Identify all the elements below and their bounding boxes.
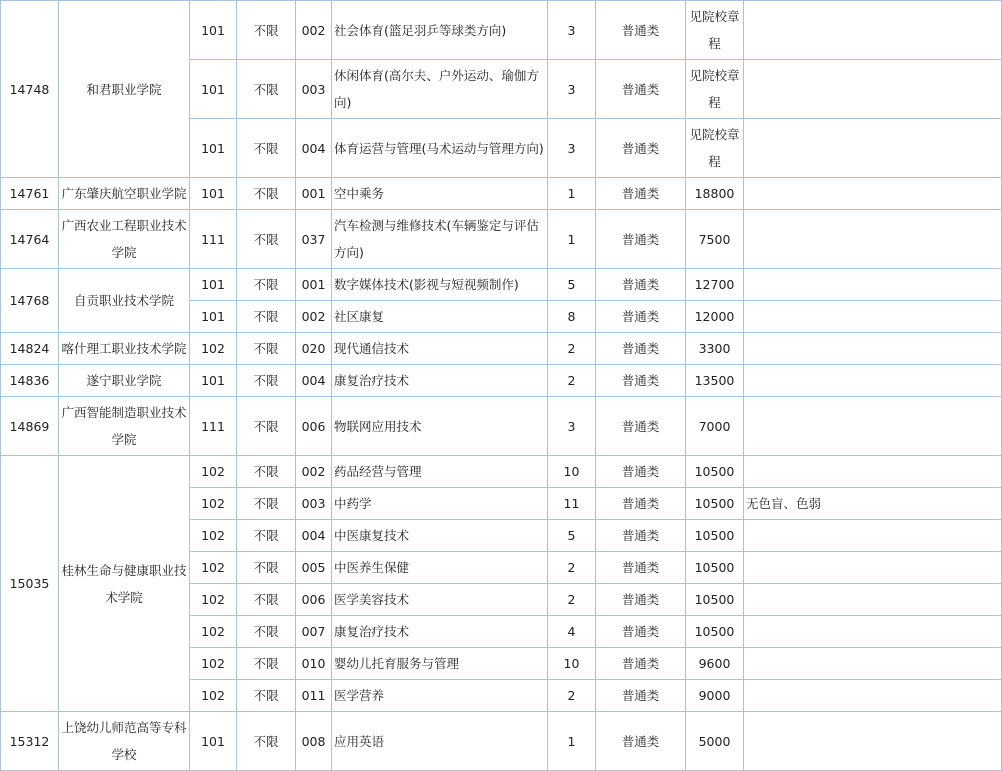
table-row: [1, 397, 1002, 456]
batch-code-cell: 102: [190, 552, 237, 584]
major-name-cell: 数字媒体技术(影视与短视频制作): [332, 269, 548, 301]
remark-cell: [744, 333, 1002, 365]
table-row: [1, 1, 1002, 60]
batch-code-cell: 101: [190, 712, 237, 771]
subject-requirement-cell: 不限: [237, 712, 296, 771]
tuition-cell: 5000: [686, 712, 744, 771]
remark-cell: [744, 210, 1002, 269]
table-row: [1, 365, 1002, 397]
major-code-cell: 004: [296, 119, 332, 178]
remark-cell: 无色盲、色弱: [744, 488, 1002, 520]
batch-code-cell: 102: [190, 680, 237, 712]
batch-code-cell: 101: [190, 60, 237, 119]
major-name-cell: 空中乘务: [332, 178, 548, 210]
major-code-cell: 005: [296, 552, 332, 584]
category-cell: 普通类: [596, 584, 686, 616]
school-name-cell: 喀什理工职业技术学院: [59, 333, 190, 365]
batch-code-cell: 101: [190, 1, 237, 60]
subject-requirement-cell: 不限: [237, 365, 296, 397]
major-name-cell: 休闲体育(高尔夫、户外运动、瑜伽方向): [332, 60, 548, 119]
batch-code-cell: 101: [190, 301, 237, 333]
category-cell: 普通类: [596, 119, 686, 178]
major-name-cell: 汽车检测与维修技术(车辆鉴定与评估方向): [332, 210, 548, 269]
category-cell: 普通类: [596, 210, 686, 269]
batch-code-cell: 102: [190, 648, 237, 680]
plan-count-cell: 10: [548, 648, 596, 680]
major-name-cell: 康复治疗技术: [332, 365, 548, 397]
major-code-cell: 004: [296, 520, 332, 552]
subject-requirement-cell: 不限: [237, 60, 296, 119]
major-name-cell: 药品经营与管理: [332, 456, 548, 488]
category-cell: 普通类: [596, 60, 686, 119]
major-name-cell: 现代通信技术: [332, 333, 548, 365]
tuition-cell: 10500: [686, 552, 744, 584]
remark-cell: [744, 301, 1002, 333]
remark-cell: [744, 616, 1002, 648]
school-code-cell: 14824: [1, 333, 59, 365]
major-code-cell: 006: [296, 397, 332, 456]
plan-count-cell: 11: [548, 488, 596, 520]
major-name-cell: 社会体育(篮足羽乒等球类方向): [332, 1, 548, 60]
category-cell: 普通类: [596, 648, 686, 680]
plan-count-cell: 5: [548, 520, 596, 552]
major-name-cell: 中医康复技术: [332, 520, 548, 552]
subject-requirement-cell: 不限: [237, 648, 296, 680]
category-cell: 普通类: [596, 552, 686, 584]
category-cell: 普通类: [596, 488, 686, 520]
school-name-cell: 广东肇庆航空职业学院: [59, 178, 190, 210]
major-name-cell: 中药学: [332, 488, 548, 520]
major-code-cell: 037: [296, 210, 332, 269]
subject-requirement-cell: 不限: [237, 119, 296, 178]
plan-count-cell: 2: [548, 552, 596, 584]
tuition-cell: 10500: [686, 616, 744, 648]
school-code-cell: 14869: [1, 397, 59, 456]
major-code-cell: 002: [296, 456, 332, 488]
major-code-cell: 003: [296, 488, 332, 520]
school-name-cell: 广西智能制造职业技术学院: [59, 397, 190, 456]
school-name-cell: 上饶幼儿师范高等专科学校: [59, 712, 190, 771]
school-code-cell: 14761: [1, 178, 59, 210]
subject-requirement-cell: 不限: [237, 520, 296, 552]
school-name-cell: 桂林生命与健康职业技术学院: [59, 456, 190, 712]
plan-count-cell: 3: [548, 119, 596, 178]
batch-code-cell: 101: [190, 365, 237, 397]
subject-requirement-cell: 不限: [237, 680, 296, 712]
major-code-cell: 010: [296, 648, 332, 680]
category-cell: 普通类: [596, 456, 686, 488]
school-name-cell: 自贡职业技术学院: [59, 269, 190, 333]
plan-count-cell: 8: [548, 301, 596, 333]
plan-count-cell: 10: [548, 456, 596, 488]
remark-cell: [744, 119, 1002, 178]
major-name-cell: 康复治疗技术: [332, 616, 548, 648]
subject-requirement-cell: 不限: [237, 616, 296, 648]
major-code-cell: 006: [296, 584, 332, 616]
category-cell: 普通类: [596, 333, 686, 365]
batch-code-cell: 101: [190, 119, 237, 178]
major-code-cell: 004: [296, 365, 332, 397]
tuition-cell: 12000: [686, 301, 744, 333]
major-code-cell: 011: [296, 680, 332, 712]
remark-cell: [744, 520, 1002, 552]
batch-code-cell: 101: [190, 269, 237, 301]
table-row: [1, 333, 1002, 365]
plan-count-cell: 1: [548, 210, 596, 269]
tuition-cell: 9600: [686, 648, 744, 680]
plan-count-cell: 4: [548, 616, 596, 648]
major-code-cell: 002: [296, 1, 332, 60]
school-code-cell: 15035: [1, 456, 59, 712]
remark-cell: [744, 269, 1002, 301]
plan-count-cell: 3: [548, 397, 596, 456]
plan-count-cell: 2: [548, 333, 596, 365]
school-code-cell: 14764: [1, 210, 59, 269]
batch-code-cell: 102: [190, 584, 237, 616]
batch-code-cell: 102: [190, 456, 237, 488]
category-cell: 普通类: [596, 712, 686, 771]
subject-requirement-cell: 不限: [237, 456, 296, 488]
tuition-cell: 18800: [686, 178, 744, 210]
subject-requirement-cell: 不限: [237, 552, 296, 584]
plan-count-cell: 1: [548, 712, 596, 771]
school-name-cell: 和君职业学院: [59, 1, 190, 178]
tuition-cell: 7500: [686, 210, 744, 269]
major-name-cell: 医学营养: [332, 680, 548, 712]
plan-count-cell: 3: [548, 60, 596, 119]
batch-code-cell: 101: [190, 178, 237, 210]
subject-requirement-cell: 不限: [237, 1, 296, 60]
major-code-cell: 002: [296, 301, 332, 333]
plan-count-cell: 2: [548, 365, 596, 397]
batch-code-cell: 111: [190, 397, 237, 456]
major-name-cell: 体育运营与管理(马术运动与管理方向): [332, 119, 548, 178]
table-body: [1, 1, 1002, 771]
table-row: [1, 210, 1002, 269]
category-cell: 普通类: [596, 616, 686, 648]
remark-cell: [744, 1, 1002, 60]
batch-code-cell: 102: [190, 488, 237, 520]
school-code-cell: 15312: [1, 712, 59, 771]
category-cell: 普通类: [596, 1, 686, 60]
plan-count-cell: 2: [548, 680, 596, 712]
major-code-cell: 008: [296, 712, 332, 771]
tuition-cell: 13500: [686, 365, 744, 397]
major-name-cell: 婴幼儿托育服务与管理: [332, 648, 548, 680]
major-name-cell: 医学美容技术: [332, 584, 548, 616]
remark-cell: [744, 456, 1002, 488]
major-name-cell: 中医养生保健: [332, 552, 548, 584]
category-cell: 普通类: [596, 269, 686, 301]
subject-requirement-cell: 不限: [237, 269, 296, 301]
plan-count-cell: 5: [548, 269, 596, 301]
subject-requirement-cell: 不限: [237, 210, 296, 269]
major-code-cell: 001: [296, 269, 332, 301]
subject-requirement-cell: 不限: [237, 397, 296, 456]
school-name-cell: 遂宁职业学院: [59, 365, 190, 397]
remark-cell: [744, 712, 1002, 771]
remark-cell: [744, 365, 1002, 397]
subject-requirement-cell: 不限: [237, 301, 296, 333]
category-cell: 普通类: [596, 301, 686, 333]
school-code-cell: 14836: [1, 365, 59, 397]
tuition-cell: 12700: [686, 269, 744, 301]
category-cell: 普通类: [596, 520, 686, 552]
batch-code-cell: 102: [190, 616, 237, 648]
plan-count-cell: 3: [548, 1, 596, 60]
table-row: [1, 178, 1002, 210]
school-code-cell: 14768: [1, 269, 59, 333]
tuition-cell: 9000: [686, 680, 744, 712]
plan-count-cell: 1: [548, 178, 596, 210]
tuition-cell: 见院校章程: [686, 60, 744, 119]
subject-requirement-cell: 不限: [237, 333, 296, 365]
major-code-cell: 007: [296, 616, 332, 648]
tuition-cell: 见院校章程: [686, 119, 744, 178]
remark-cell: [744, 178, 1002, 210]
category-cell: 普通类: [596, 178, 686, 210]
tuition-cell: 10500: [686, 488, 744, 520]
tuition-cell: 10500: [686, 520, 744, 552]
batch-code-cell: 111: [190, 210, 237, 269]
category-cell: 普通类: [596, 397, 686, 456]
remark-cell: [744, 680, 1002, 712]
table-row: [1, 712, 1002, 771]
tuition-cell: 7000: [686, 397, 744, 456]
tuition-cell: 3300: [686, 333, 744, 365]
batch-code-cell: 102: [190, 520, 237, 552]
subject-requirement-cell: 不限: [237, 584, 296, 616]
subject-requirement-cell: 不限: [237, 178, 296, 210]
major-name-cell: 应用英语: [332, 712, 548, 771]
tuition-cell: 10500: [686, 456, 744, 488]
tuition-cell: 见院校章程: [686, 1, 744, 60]
school-name-cell: 广西农业工程职业技术学院: [59, 210, 190, 269]
major-code-cell: 003: [296, 60, 332, 119]
tuition-cell: 10500: [686, 584, 744, 616]
school-code-cell: 14748: [1, 1, 59, 178]
table-row: [1, 456, 1002, 488]
major-code-cell: 020: [296, 333, 332, 365]
remark-cell: [744, 584, 1002, 616]
plan-count-cell: 2: [548, 584, 596, 616]
table-row: [1, 269, 1002, 301]
category-cell: 普通类: [596, 680, 686, 712]
remark-cell: [744, 552, 1002, 584]
major-code-cell: 001: [296, 178, 332, 210]
major-name-cell: 社区康复: [332, 301, 548, 333]
remark-cell: [744, 648, 1002, 680]
remark-cell: [744, 397, 1002, 456]
batch-code-cell: 102: [190, 333, 237, 365]
category-cell: 普通类: [596, 365, 686, 397]
remark-cell: [744, 60, 1002, 119]
subject-requirement-cell: 不限: [237, 488, 296, 520]
major-name-cell: 物联网应用技术: [332, 397, 548, 456]
